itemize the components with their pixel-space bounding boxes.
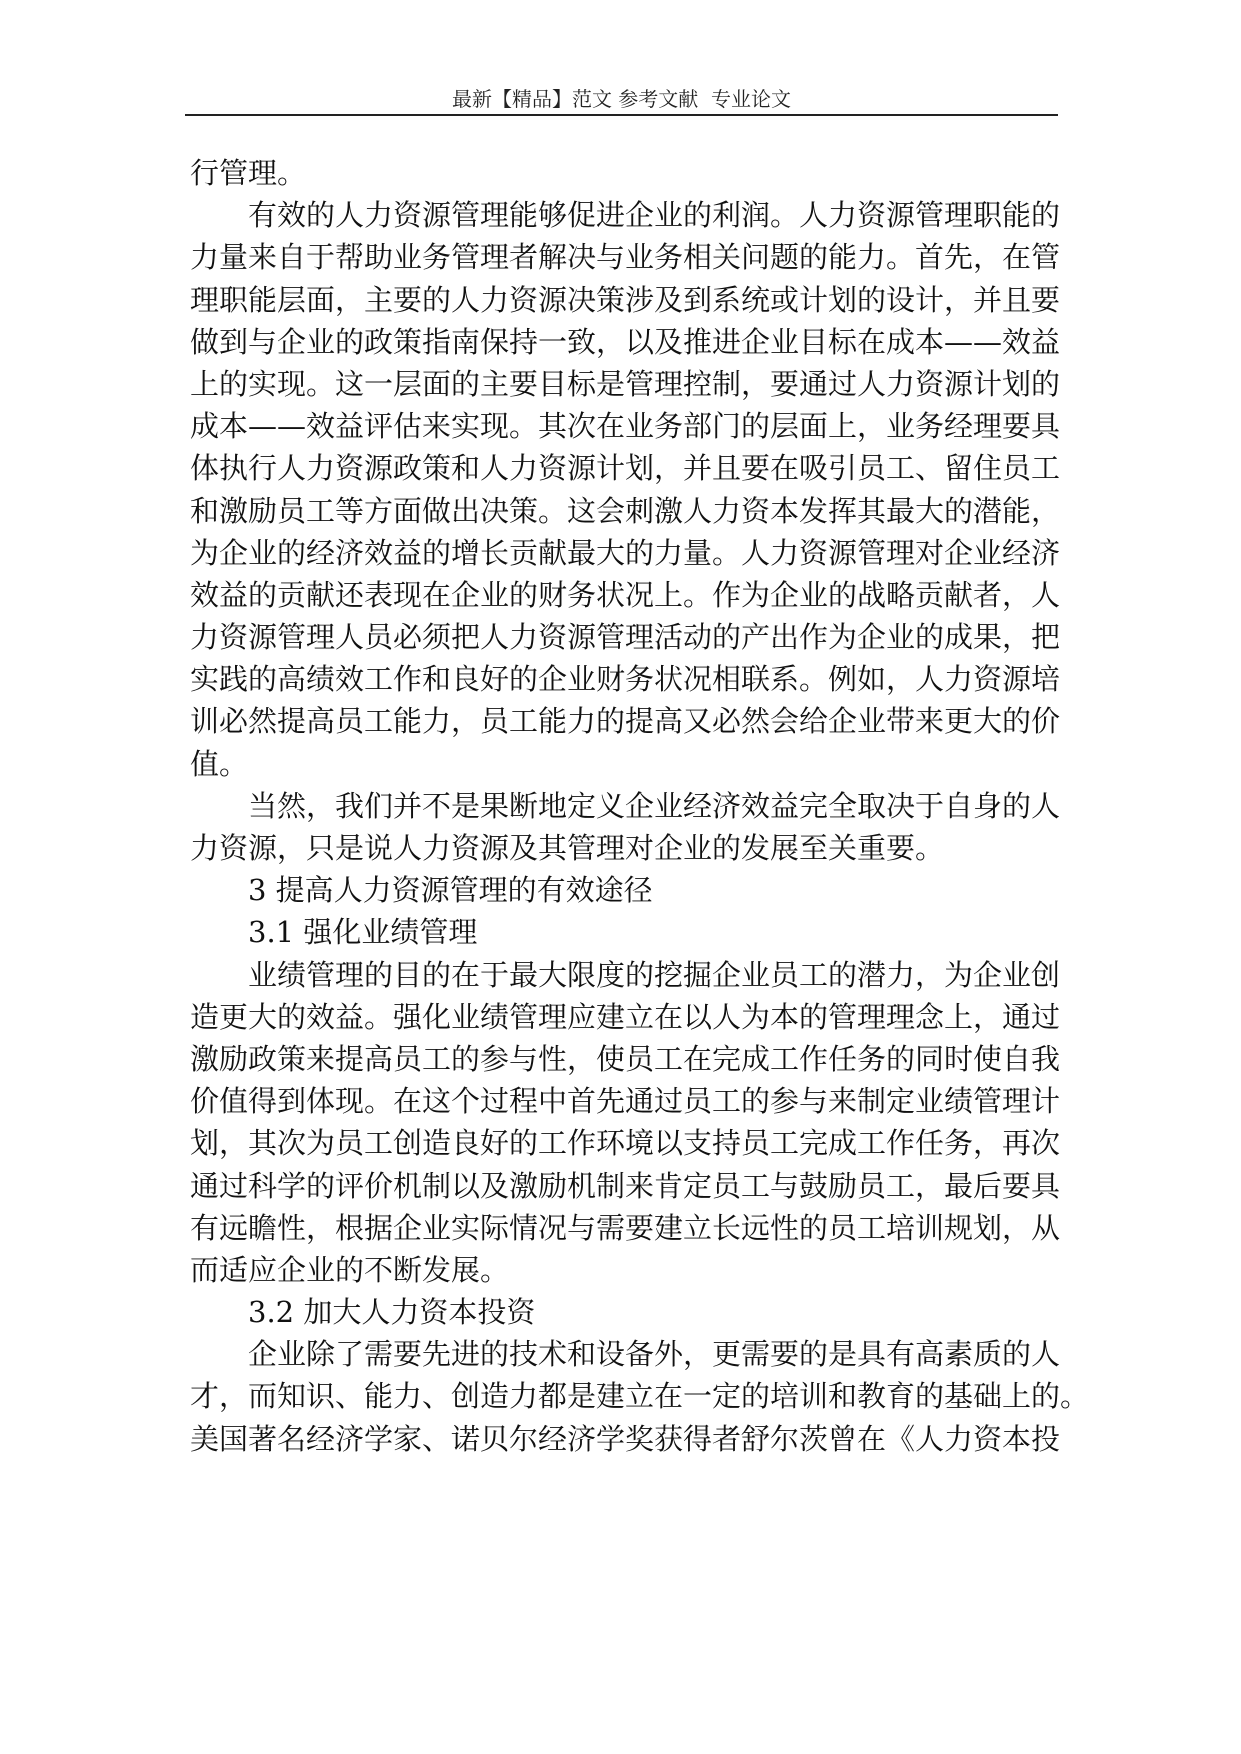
subsection-heading: 3.1 强化业绩管理 — [248, 915, 478, 950]
paragraph-line: 激励政策来提高员工的参与性，使员工在完成工作任务的同时使自我 — [190, 1041, 1061, 1076]
paragraph-line: 训必然提高员工能力，员工能力的提高又必然会给企业带来更大的价 — [190, 704, 1061, 739]
paragraph-line: 而适应企业的不断发展。 — [190, 1252, 510, 1287]
paragraph-line: 实践的高绩效工作和良好的企业财务状况相联系。例如，人力资源培 — [190, 662, 1061, 697]
subsection-heading: 3.2 加大人力资本投资 — [248, 1295, 536, 1330]
paragraph-line: 理职能层面，主要的人力资源决策涉及到系统或计划的设计，并且要 — [190, 282, 1061, 317]
paragraph-line: 企业除了需要先进的技术和设备外，更需要的是具有高素质的人 — [248, 1337, 1061, 1372]
paragraph-line: 力量来自于帮助业务管理者解决与业务相关问题的能力。首先，在管 — [190, 240, 1061, 275]
paragraph-line: 行管理。 — [190, 156, 307, 190]
paragraph-line: 价值得到体现。在这个过程中首先通过员工的参与来制定业绩管理计 — [190, 1084, 1061, 1119]
paragraph-line: 成本——效益评估来实现。其次在业务部门的层面上，业务经理要具 — [190, 409, 1061, 444]
paragraph-line: 和激励员工等方面做出决策。这会刺激人力资本发挥其最大的潜能， — [190, 493, 1061, 528]
paragraph-line: 美国著名经济学家、诺贝尔经济学奖获得者舒尔茨曾在《人力资本投 — [190, 1421, 1061, 1456]
paragraph-line: 才，而知识、能力、创造力都是建立在一定的培训和教育的基础上的。 — [190, 1379, 1090, 1414]
paragraph-line: 体执行人力资源政策和人力资源计划，并且要在吸引员工、留住员工 — [190, 451, 1061, 486]
paragraph-line: 有远瞻性，根据企业实际情况与需要建立长远性的员工培训规划，从 — [190, 1210, 1061, 1245]
header-divider — [185, 114, 1058, 116]
paragraph-line: 划，其次为员工创造良好的工作环境以支持员工完成工作任务，再次 — [190, 1126, 1061, 1161]
paragraph-line: 业绩管理的目的在于最大限度的挖掘企业员工的潜力，为企业创 — [248, 957, 1061, 992]
paragraph-line: 力资源管理人员必须把人力资源管理活动的产出作为企业的成果，把 — [190, 620, 1061, 655]
paragraph-line: 造更大的效益。强化业绩管理应建立在以人为本的管理理念上，通过 — [190, 999, 1061, 1034]
paragraph-line: 为企业的经济效益的增长贡献最大的力量。人力资源管理对企业经济 — [190, 535, 1061, 570]
paragraph-line: 做到与企业的政策指南保持一致，以及推进企业目标在成本——效益 — [190, 324, 1061, 359]
page-header: 最新【精品】范文 参考文献 专业论文 — [451, 87, 792, 111]
section-heading: 3 提高人力资源管理的有效途径 — [248, 873, 653, 908]
paragraph-line: 有效的人力资源管理能够促进企业的利润。人力资源管理职能的 — [248, 198, 1061, 233]
document-body — [190, 152, 1090, 1460]
paragraph-line: 通过科学的评价机制以及激励机制来肯定员工与鼓励员工，最后要具 — [190, 1168, 1061, 1203]
paragraph-line: 效益的贡献还表现在企业的财务状况上。作为企业的战略贡献者，人 — [190, 577, 1061, 612]
paragraph-line: 值。 — [190, 746, 249, 781]
paragraph-line: 当然，我们并不是果断地定义企业经济效益完全取决于自身的人 — [248, 788, 1061, 823]
paragraph-line: 力资源，只是说人力资源及其管理对企业的发展至关重要。 — [190, 831, 945, 865]
paragraph-line: 上的实现。这一层面的主要目标是管理控制，要通过人力资源计划的 — [190, 366, 1061, 401]
